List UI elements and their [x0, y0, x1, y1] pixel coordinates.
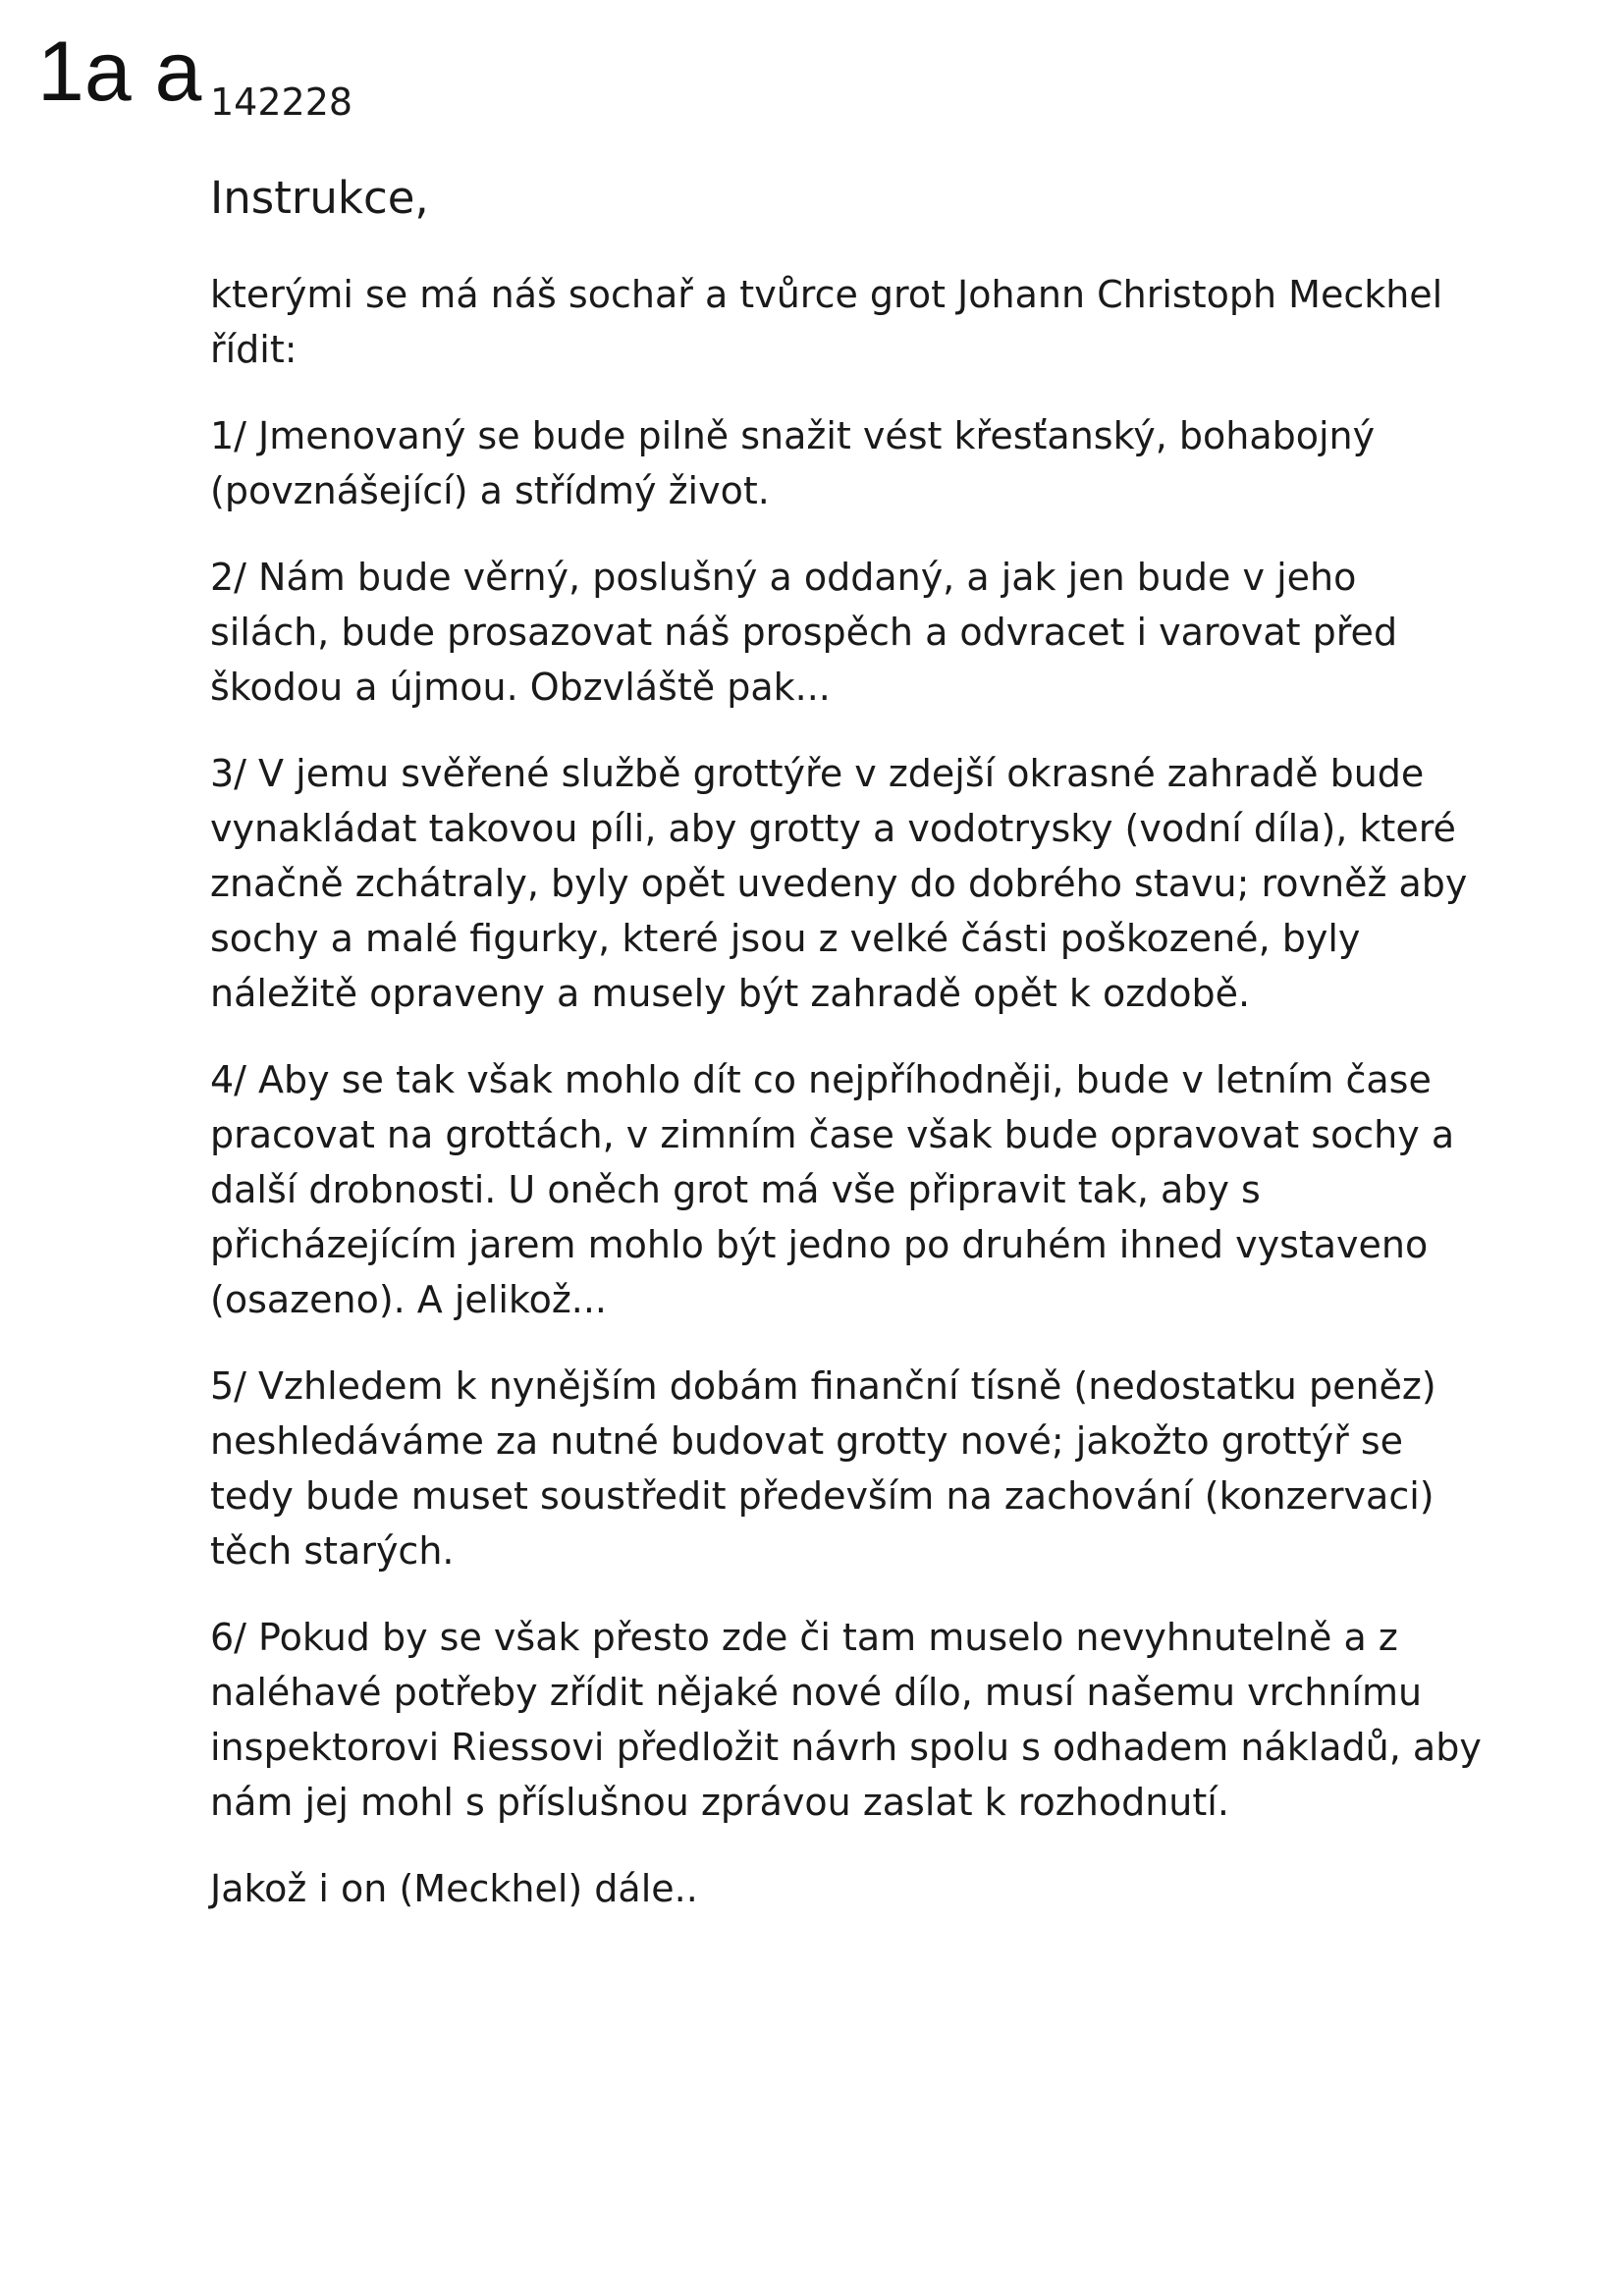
section-2: 2/ Nám bude věrný, poslušný a oddaný, a jak jen bude v jeho silách, bude prosazovat náš prospěch a odvracet i varovat před škodou a újmou. Obzvláště pak... [210, 556, 1398, 709]
document-number: 142228 [210, 80, 353, 124]
section-5: 5/ Vzhledem k nynějším dobám finanční tísně (nedostatku peněz) neshledáváme za nutné budovat grotty nové; jakožto grottýř se tedy bude muset soustředit především na zachování (konzervaci) těch starých. [210, 1364, 1436, 1573]
section-4: 4/ Aby se tak však mohlo dít co nejpříhodněji, bude v letním čase pracovat na grottách, v zimním čase však bude opravovat sochy a další drobnosti. U oněch grot má vše připravit tak, aby s přicházejícím jarem mohlo být jedno po druhém ihned vystaveno (osazeno). A jelikož... [210, 1058, 1455, 1321]
section-1: 1/ Jmenovaný se bude pilně snažit vést křesťanský, bohabojný (povznášející) a střídmý život. [210, 414, 1376, 512]
section-6: 6/ Pokud by se však přesto zde či tam muselo nevyhnutelně a z naléhavé potřeby zřídit nějaké nové dílo, musí našemu vrchnímu inspektorovi Riessovi předložit návrh spolu s odhadem nákladů, aby nám jej mohl s příslušnou zprávou zaslat k rozhodnutí. [210, 1616, 1482, 1824]
document-body [210, 75, 1487, 1916]
document-closing: Jakož i on (Meckhel) dále.. [210, 1867, 698, 1910]
document-intro: kterými se má náš sochař a tvůrce grot Johann Christoph Meckhel řídit: [210, 273, 1443, 371]
document-title: Instrukce, [210, 172, 429, 224]
section-3: 3/ V jemu svěřené službě grottýře v zdejší okrasné zahradě bude vynakládat takovou píli, aby grotty a vodotrysky (vodní díla), které značně zchátraly, byly opět uvedeny do dobrého stavu; rovněž aby sochy a malé figurky, které jsou z velké části poškozené, byly náležitě opraveny a musely být zahradě opět k ozdobě. [210, 752, 1468, 1015]
page-label: 1a a [37, 25, 202, 119]
